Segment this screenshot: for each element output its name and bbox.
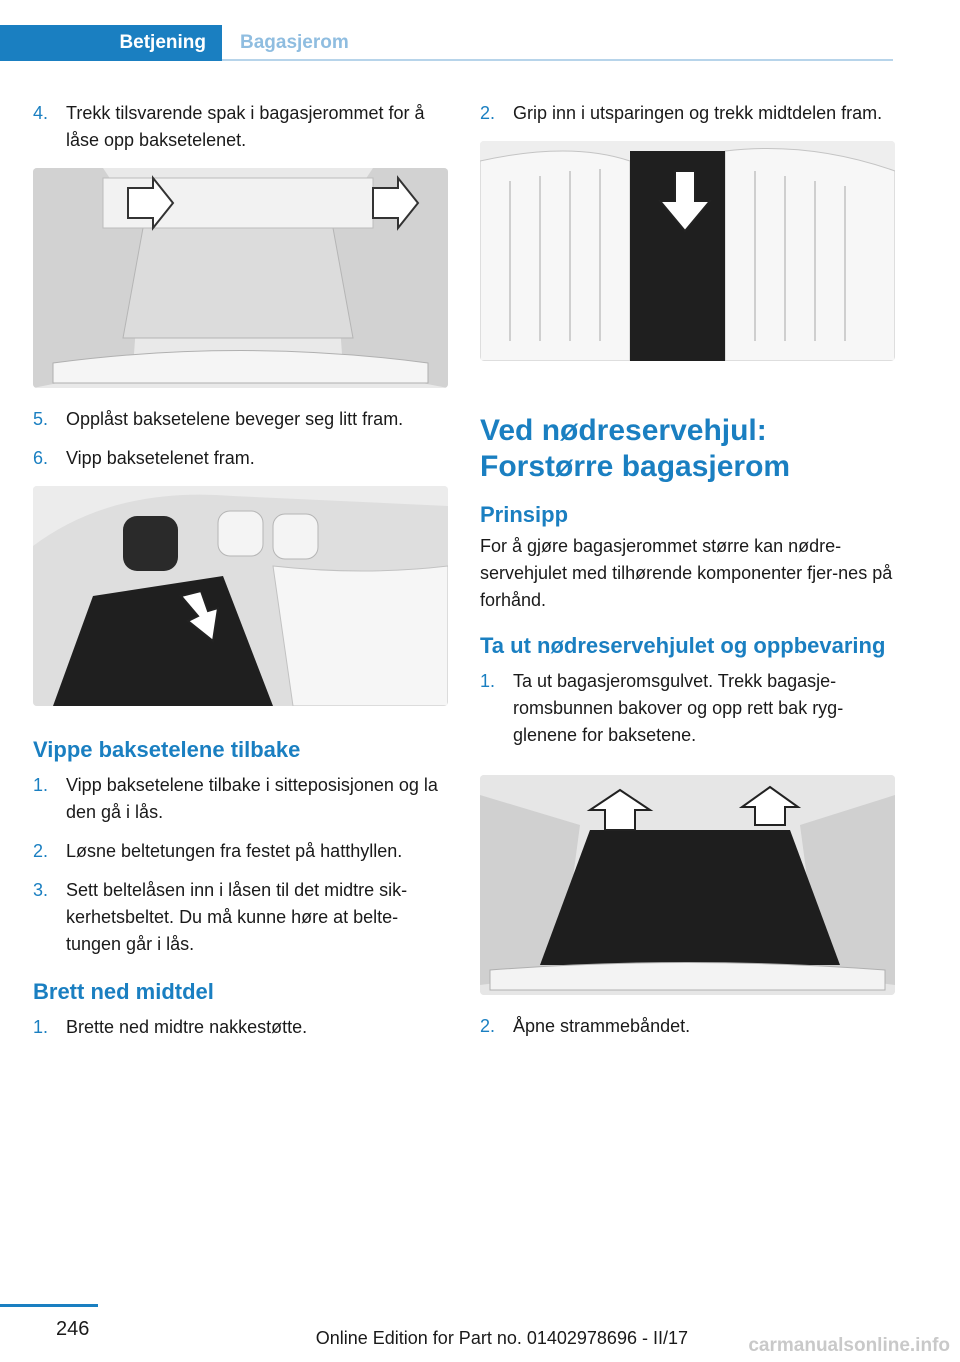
footer-accent-line [0, 1304, 98, 1307]
step-text: Sett beltelåsen inn i låsen til det midtre sik-kerhetsbeltet. Du må kunne høre at belte-tungen går i lås. [66, 880, 408, 954]
step-text: Grip inn i utsparingen og trekk midtdelen fram. [513, 103, 883, 123]
step-item [33, 445, 448, 472]
tab-bagasjerom[interactable]: Bagasjerom [240, 32, 349, 53]
step-text: Løsne beltetungen fra festet på hatthyllen. [66, 841, 403, 861]
section-title-fold-middle: Brett ned midtdel [33, 979, 214, 1004]
figure-middle-section [480, 141, 895, 361]
step-number: 6. [33, 448, 49, 468]
step-item [33, 1014, 448, 1041]
step-number: 2. [33, 841, 49, 861]
step-text: Vipp baksetelene tilbake i sitteposisjonen og la den gå i lås. [66, 775, 438, 822]
step-item [33, 838, 448, 865]
step-text: Åpne strammebåndet. [513, 1016, 691, 1036]
step-number: 2. [480, 1016, 496, 1036]
section-title-remove-spare: Ta ut nødreservehjulet og oppbevaring [480, 633, 886, 658]
step-item [480, 100, 895, 127]
edition-text: Online Edition for Part no. 01402978696 - II/17 [315, 1328, 688, 1348]
watermark: carmanualsonline.info [748, 1335, 950, 1356]
step-text: Brette ned midtre nakkestøtte. [66, 1017, 308, 1037]
step-item [33, 100, 448, 154]
step-item [33, 772, 448, 826]
right-column [480, 100, 895, 1052]
figure-trunk-floor [480, 775, 895, 995]
section-heading-spare-wheel: Ved nødreservehjul: Forstørre bagasjerom [480, 414, 791, 483]
left-column [33, 100, 448, 1053]
step-item [480, 1013, 895, 1040]
tab-underline [222, 59, 893, 61]
step-item [33, 877, 448, 958]
section-title-principle: Prinsipp [480, 502, 569, 527]
step-number: 3. [33, 880, 49, 900]
step-text: Ta ut bagasjeromsgulvet. Trekk bagasje-romsbunnen bakover og opp rett bak ryg-glenene for baksetene. [513, 671, 844, 745]
step-number: 1. [33, 775, 49, 795]
step-number: 1. [480, 671, 496, 691]
page-number: 246 [56, 1318, 90, 1340]
section-title-fold-back: Vippe baksetelene tilbake [33, 737, 301, 762]
step-number: 5. [33, 409, 49, 429]
figure-seatback-folding [33, 486, 448, 706]
chapter-tabs [0, 25, 893, 61]
step-item [33, 406, 448, 433]
principle-text: For å gjøre bagasjerommet større kan nødre-servehjulet med tilhørende komponenter fjer-nes på forhånd. [480, 536, 893, 610]
step-item [480, 668, 895, 749]
step-text: Opplåst baksetelene beveger seg litt fram. [66, 409, 404, 429]
step-number: 4. [33, 103, 49, 123]
figure-trunk-release-levers [33, 168, 448, 388]
step-text: Vipp baksetelenet fram. [66, 448, 255, 468]
step-text: Trekk tilsvarende spak i bagasjerommet for å låse opp baksetelenet. [66, 103, 425, 150]
step-number: 1. [33, 1017, 49, 1037]
step-number: 2. [480, 103, 496, 123]
tab-betjening[interactable]: Betjening [0, 25, 222, 61]
